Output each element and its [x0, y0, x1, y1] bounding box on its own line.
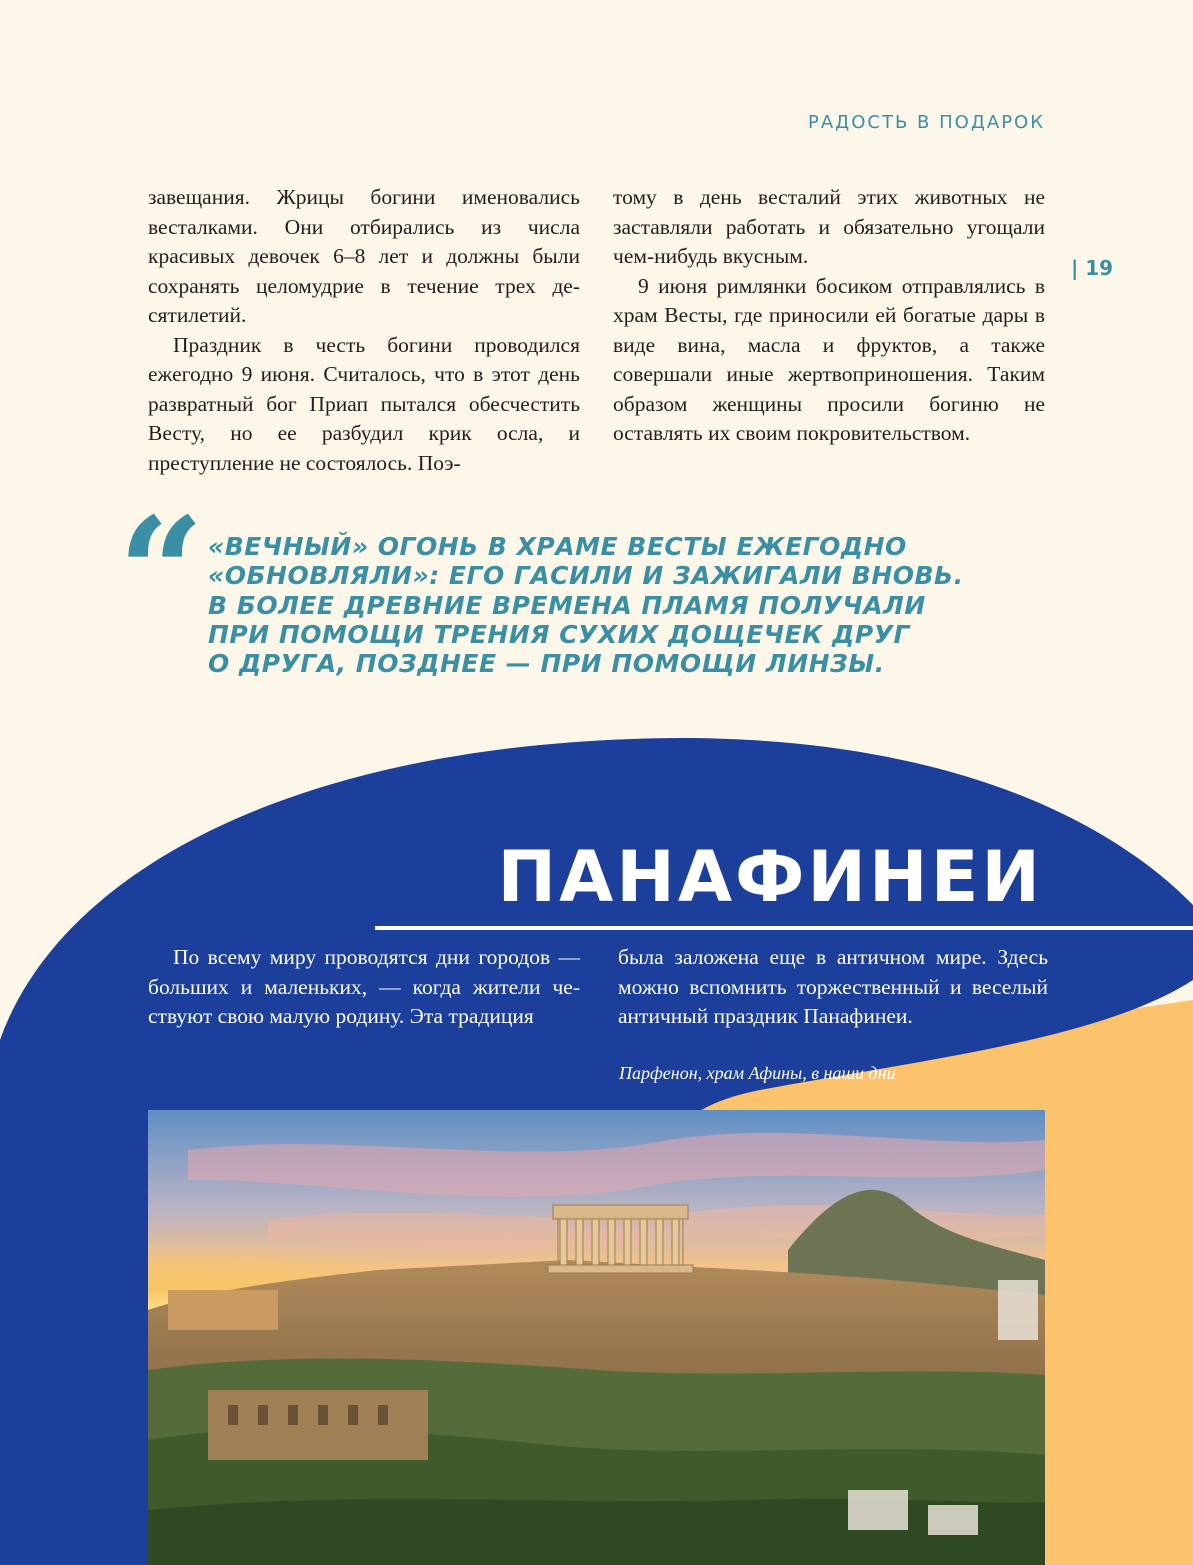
paragraph: Праздник в честь богини проводился ежегодно 9 июня. Считалось, что в этот день развратный бог Приап пытался обесчестить Весту, но ее разбудил крик осла, и преступление не состоялось. Поэ- — [148, 332, 580, 475]
pull-quote — [208, 532, 1008, 678]
photo-caption: Парфенон, храм Афины, в наши дни — [619, 1063, 896, 1083]
paragraph: завещания. Жрицы богини именовались весталками. Они отбирались из числа красивых девочек 6–8 лет и должны были сохранять целомудрие в течение трех десятилетий. — [148, 185, 580, 327]
paragraph: По всему миру проводятся дни городов — больших и маленьких, — когда жители чествуют свою малую родину. Эта традиция — [148, 945, 580, 1028]
paragraph: тому в день весталий этих животных не заставляли работать и обязательно угощали чем-нибудь вкусным. — [613, 185, 1045, 268]
acropolis-photo — [148, 1110, 1045, 1565]
paragraph: 9 июня римлянки босиком отправлялись в храм Весты, где приносили ей богатые дары в виде вина, масла и фруктов, а также совершали иные жертвоприношения. Таким образом женщины просили богиню не оставлять их своим покровительством. — [613, 273, 1045, 445]
paragraph: была заложена еще в античном мире. Здесь можно вспомнить торжественный и веселый античный праздник Панафинеи. — [618, 945, 1048, 1028]
section-title: ПАНАФИНЕИ — [497, 836, 1043, 918]
body-column-right — [613, 183, 1045, 449]
page-number: | 19 — [1071, 256, 1114, 280]
pull-quote-line: «ВЕЧНЫЙ» ОГОНЬ В ХРАМЕ ВЕСТЫ ЕЖЕГОДНО — [208, 532, 907, 561]
intro-column-right — [618, 943, 1048, 1032]
section-label: РАДОСТЬ В ПОДАРОК — [808, 112, 1045, 133]
pull-quote-line: «ОБНОВЛЯЛИ»: ЕГО ГАСИЛИ И ЗАЖИГАЛИ ВНОВЬ. — [208, 561, 964, 591]
pull-quote-line: В БОЛЕЕ ДРЕВНИЕ ВРЕМЕНА ПЛАМЯ ПОЛУЧАЛИ — [208, 590, 926, 620]
title-divider — [375, 926, 1193, 930]
pull-quote-line: О ДРУГА, ПОЗДНЕЕ — ПРИ ПОМОЩИ ЛИНЗЫ. — [208, 649, 885, 679]
intro-column-left — [148, 943, 580, 1032]
pull-quote-line: ПРИ ПОМОЩИ ТРЕНИЯ СУХИХ ДОЩЕЧЕК ДРУГ — [208, 619, 910, 649]
quote-mark-icon: “ — [118, 485, 205, 661]
body-column-left — [148, 183, 580, 478]
